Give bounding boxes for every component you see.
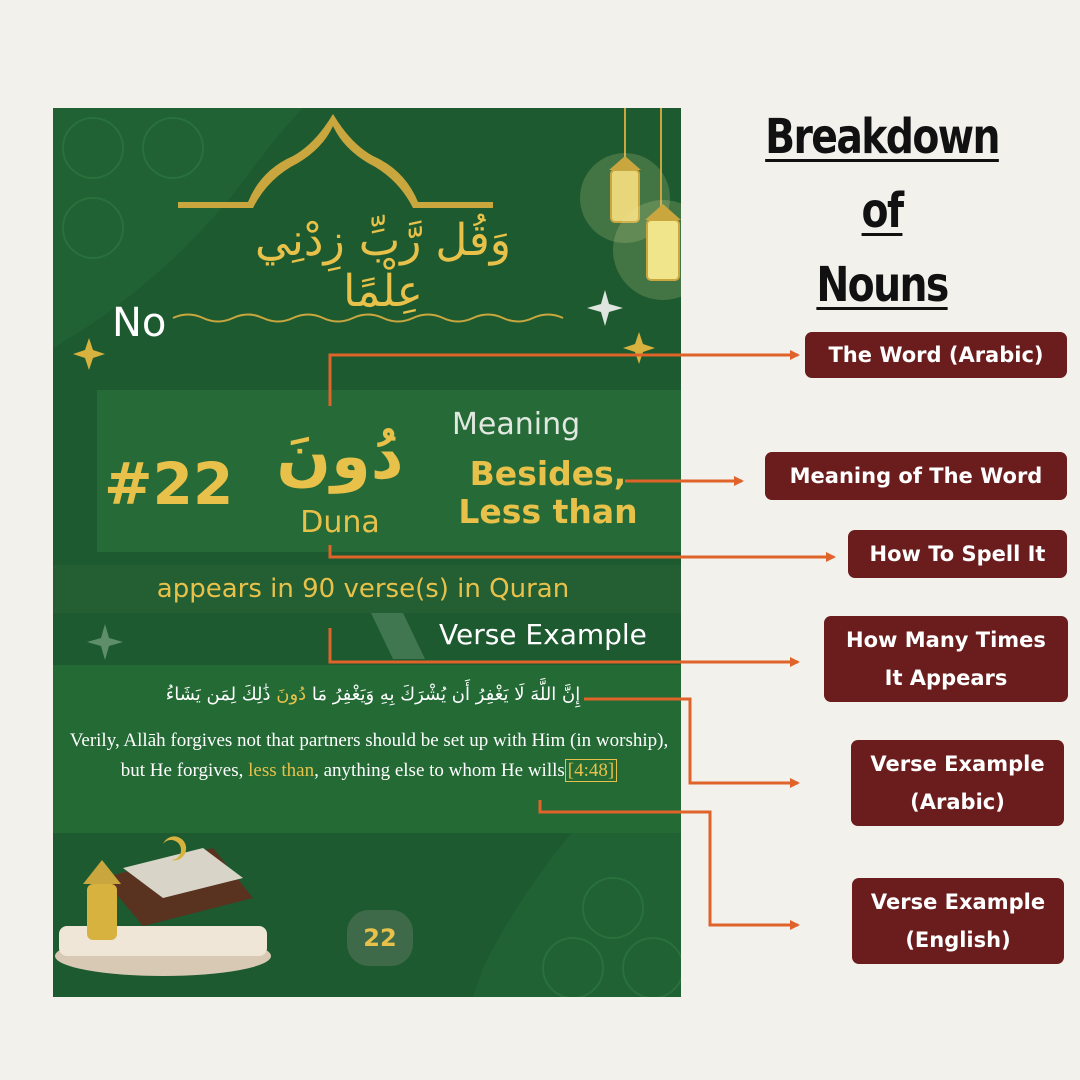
arabic-word: دُونَ: [276, 420, 404, 494]
meaning-value: [448, 455, 648, 531]
sparkle-icon: [73, 338, 105, 370]
label-line: How Many Times: [846, 628, 1046, 652]
calligraphy-title: وَقُل رَّبِّ زِدْنِي عِلْمًا: [254, 215, 511, 317]
label-verse-english: [852, 878, 1064, 964]
verse-arabic: [113, 684, 633, 705]
quran-stand-icon: [55, 836, 271, 976]
verse-reference: [4:48]: [565, 759, 617, 782]
noun-card: [53, 108, 681, 997]
verse-arabic-part: ذَٰلِكَ لِمَن يَشَاءُ: [165, 684, 277, 705]
sparkle-icon: [587, 290, 623, 326]
title-line: Nouns: [816, 257, 948, 313]
verse-english-part: Verily, Allāh forgives not that partners should be set up with Him (in worship), but He forgives,: [69, 730, 669, 781]
label-line: It Appears: [884, 666, 1008, 690]
verse-english-highlight: less than: [248, 760, 315, 781]
label-spell: How To Spell It: [848, 530, 1067, 578]
label-line: Verse Example: [870, 752, 1045, 776]
label-times: [824, 616, 1068, 702]
sparkle-icon: [623, 332, 655, 364]
lantern-icon: [580, 108, 681, 300]
page-number: 22: [347, 910, 413, 966]
appears-count: appears in 90 verse(s) in Quran: [156, 574, 570, 604]
number-prefix: No: [112, 300, 167, 346]
label-meaning: Meaning of The Word: [765, 452, 1067, 500]
verse-english-part: , anything else to whom He wills: [314, 760, 565, 781]
verse-english: [69, 726, 669, 786]
word-number: #22: [104, 450, 234, 518]
page-title: [759, 100, 1005, 322]
label-verse-arabic: [851, 740, 1064, 826]
meaning-line: Besides,: [469, 454, 627, 493]
label-line: (English): [905, 928, 1011, 952]
verse-arabic-part: إِنَّ اللَّهَ لَا يَغْفِرُ أَن يُشْرَكَ بِهِ وَيَغْفِرُ مَا: [306, 684, 581, 705]
label-the-word: The Word (Arabic): [805, 332, 1067, 378]
meaning-line: Less than: [458, 492, 638, 531]
title-line: Breakdown of: [765, 109, 999, 239]
sparkle-icon: [87, 624, 123, 660]
verse-example-label: Verse Example: [439, 618, 647, 651]
transliteration: Duna: [300, 505, 380, 540]
label-line: Verse Example: [870, 890, 1046, 914]
verse-arabic-highlight: دُونَ: [276, 684, 307, 705]
meaning-label: Meaning: [452, 407, 581, 442]
label-line: (Arabic): [910, 790, 1005, 814]
